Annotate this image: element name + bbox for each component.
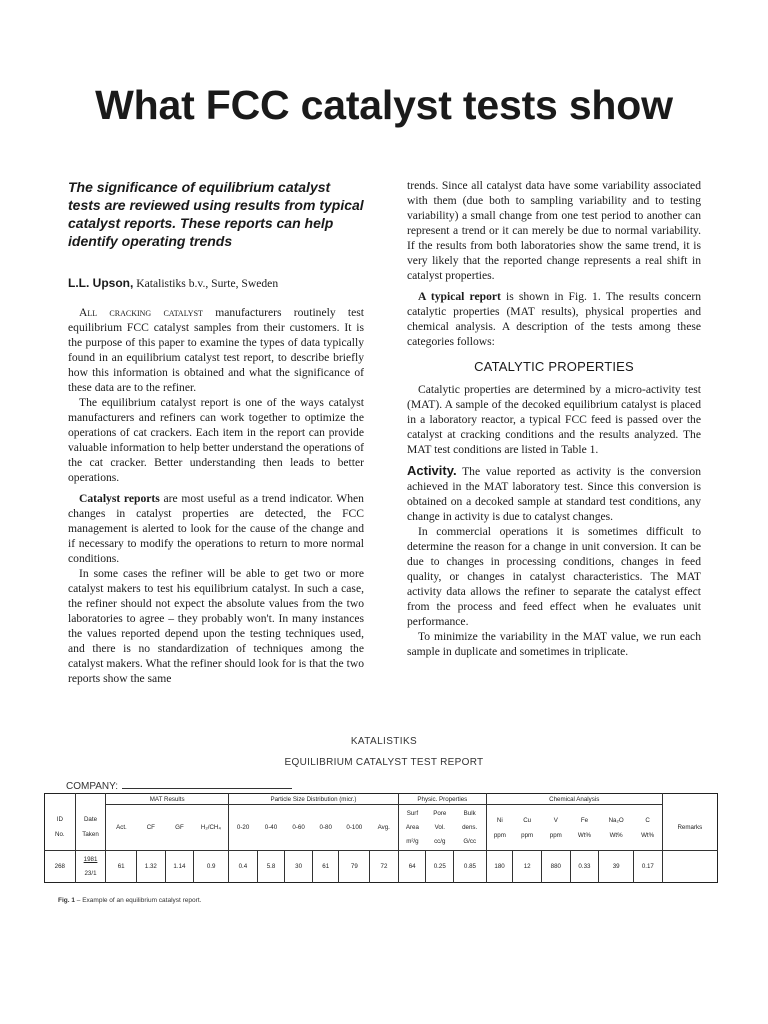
cell-0-40: 5.8 [257, 851, 285, 883]
paragraph: In commercial operations it is sometimes difficult to determine the reason for a change in unit conversion. It can be due to changes in processing conditions, changes in feed quality, or changes in catalyst characteristics. The MAT activity data allows the refiner to separate the catalyst effect from the process and feed effect when he evaluates unit performance. [407, 525, 701, 628]
run-in-heading: Activity. [407, 463, 457, 478]
header-remarks: Remarks [677, 823, 703, 831]
author-affiliation: Katalistiks b.v., Surte, Sweden [133, 277, 279, 290]
header-line: Bulk [463, 810, 476, 817]
header-line: Area [405, 824, 419, 831]
header-line: m²/g [406, 838, 419, 845]
header-avg: Avg. [370, 805, 399, 851]
header-c [634, 805, 663, 851]
header-0-80: 0-80 [319, 824, 332, 831]
header-surface-area [398, 805, 426, 851]
header-0-60: 0-60 [292, 824, 305, 831]
cell-0-80: 61 [312, 851, 339, 883]
header-h2-ch4: H₂/CH₄ [194, 805, 229, 851]
header-line: dens. [462, 824, 478, 831]
paragraph: Catalytic properties are determined by a micro-activity test (MAT). A sample of the decoked equilibrium catalyst is placed in a laboratory reactor, a typical FCC feed is passed over the catalyst at cracking conditions and the results analyzed. The MAT test conditions are listed in Table 1. [407, 383, 701, 456]
company-blank-line [122, 779, 292, 789]
lead-in: Catalyst reports [79, 492, 160, 505]
paragraph-text: manufacturers routinely test equilibrium FCC catalyst samples from their customers. It is the purpose of this paper to examine the types of data typically found in an equilibrium catalyst test report, to describe briefly how this information is obtained and what the significance of these data are to the refiner. [68, 306, 364, 394]
paragraph-text: is shown in Fig. 1. The results concern catalytic properties (MAT results), physical properties and chemical analysis. A description of the tests among these categories follows: [407, 290, 701, 348]
figure-caption [58, 897, 201, 904]
group-physical-properties: Physic. Properties [398, 794, 486, 805]
cell-surface-area: 64 [398, 851, 426, 883]
header-line: ppm [521, 831, 534, 839]
cell-h2-ch4: 0.9 [194, 851, 229, 883]
cell-fe: 0.33 [570, 851, 599, 883]
author-name: L.L. Upson, [68, 276, 134, 290]
header-line: Vol. [434, 824, 445, 831]
header-ni [486, 805, 513, 851]
caption-label: Fig. 1 [58, 897, 75, 904]
byline [68, 276, 364, 291]
company-label: COMPANY: [66, 781, 119, 792]
paragraph: trends. Since all catalyst data have some variability associated with them (due both to sampling variability and to testing variability) a small change from one test period to another can represent a trend or it can merely be due to normal variability. If the results from both laboratories show the same trend, it is very likely that the reported change represents a real shift in catalyst properties. [407, 179, 701, 282]
header-gf: GF [175, 824, 184, 831]
cell-cf: 1.32 [137, 851, 166, 883]
report-title: EQUILIBRIUM CATALYST TEST REPORT [284, 757, 484, 768]
cell-date [75, 851, 106, 883]
header-line: cc/g [434, 838, 446, 845]
empty-cell [45, 794, 76, 805]
header-bulk-density [454, 805, 487, 851]
section-heading: CATALYTIC PROPERTIES [474, 359, 634, 374]
header-line: Wt% [577, 831, 591, 839]
header-line: Ni [496, 816, 503, 824]
header-cu [513, 805, 542, 851]
article-subtitle: The significance of equilibrium catalyst tests are reviewed using results from typical catalyst reports. These reports can help identify operating trends [68, 179, 364, 249]
header-line: Pore [433, 810, 447, 817]
header-line: ID [56, 816, 63, 824]
cell-na2o: 39 [599, 851, 634, 883]
header-line: ppm [549, 831, 562, 839]
group-particle-size: Particle Size Distribution (micr.) [229, 794, 399, 805]
header-0-40: 0-40 [264, 824, 278, 831]
header-line: Fe [580, 816, 589, 824]
lead-in: A typical report [418, 290, 501, 303]
group-mat-results: MAT Results [106, 794, 229, 805]
cell-ni: 180 [486, 851, 513, 883]
cell-0-20: 0.4 [229, 851, 258, 883]
paragraph [68, 491, 364, 566]
header-line: ppm [493, 831, 506, 839]
cell-c: 0.17 [634, 851, 663, 883]
group-chemical-analysis: Chemical Analysis [486, 794, 662, 805]
cell-v: 880 [542, 851, 571, 883]
cell-cu: 12 [513, 851, 542, 883]
cell-0-100: 79 [339, 851, 370, 883]
cell-date-day: 23/1 [84, 870, 97, 877]
report-table [44, 793, 718, 883]
paragraph: In some cases the refiner will be able to get two or more catalyst makers to test his equilibrium catalyst. In such a case, the refiner should not expect the absolute values from the two laboratories to agree – they probably won't. In many instances the values reported depend upon the testing techniques used, and there is no standardization of techniques among the catalyst makers. What the refiner should look for is that the two reports show the same [68, 567, 364, 685]
left-column [68, 178, 364, 686]
header-line: Wt% [641, 831, 655, 839]
cell-avg: 72 [370, 851, 399, 883]
header-line: V [553, 816, 558, 824]
table-row [45, 851, 718, 883]
header-pore-volume [426, 805, 454, 851]
paragraph [68, 305, 364, 395]
header-na2o [599, 805, 634, 851]
cell-pore-volume: 0.25 [426, 851, 454, 883]
group-header-row [45, 794, 718, 805]
header-line: No. [55, 831, 65, 839]
header-v [542, 805, 571, 851]
cell-remarks [662, 851, 717, 883]
header-0-100: 0-100 [346, 824, 363, 831]
right-column [407, 178, 701, 659]
caption-text: – Example of an equilibrium catalyst report. [74, 897, 202, 904]
empty-cell [662, 794, 717, 805]
header-line: Date [83, 816, 98, 824]
header-line: C [645, 816, 650, 824]
paragraph: The equilibrium catalyst report is one of the ways catalyst manufacturers and refiners can work together to optimize the operations of cat crackers. Each item in the report can provide valuable information to help better understand the operations of the cat cracker. Better understanding then leads to better operations. [68, 396, 364, 484]
header-cf: CF [146, 824, 155, 831]
header-fe [570, 805, 599, 851]
cell-bulk-density: 0.85 [454, 851, 487, 883]
header-0-20: 0-20 [236, 824, 250, 831]
cell-0-60: 30 [285, 851, 313, 883]
cell-date-year: 1981 [83, 856, 98, 863]
header-id [45, 805, 76, 851]
header-date [75, 805, 106, 851]
cell-id: 268 [45, 851, 76, 883]
header-line: Wt% [609, 831, 623, 839]
header-activity: Act. [116, 824, 127, 831]
header-line: G/cc [463, 838, 477, 845]
paragraph [407, 463, 701, 524]
company-field [66, 779, 292, 792]
paragraph [407, 289, 701, 349]
paragraph-text: are most useful as a trend indicator. When changes in catalyst properties are detected, the FCC management is alerted to look for the cause of the change and if necessary to modify the operations to return to more normal conditions. [68, 492, 364, 565]
catalyst-report-figure [0, 736, 768, 904]
article-title: What FCC catalyst tests show [95, 82, 673, 128]
header-line: Taken [82, 831, 99, 839]
paragraph-text: The value reported as activity is the conversion achieved in the MAT laboratory test. Since this conversion is obtained on a decoked sample at standard test conditions, any change in activity is due to catalyst changes. [407, 465, 701, 523]
paragraph: To minimize the variability in the MAT value, we run each sample in duplicate and sometimes in triplicate. [407, 630, 701, 658]
lead-in: All cracking catalyst [79, 306, 203, 319]
empty-cell [75, 794, 106, 805]
header-line: Cu [523, 816, 532, 824]
cell-activity: 61 [106, 851, 137, 883]
report-company: KATALISTIKS [350, 736, 418, 747]
column-header-row [45, 805, 718, 851]
cell-gf: 1.14 [165, 851, 194, 883]
header-line: Surf [406, 810, 419, 817]
header-line: Na₂O [608, 816, 624, 824]
